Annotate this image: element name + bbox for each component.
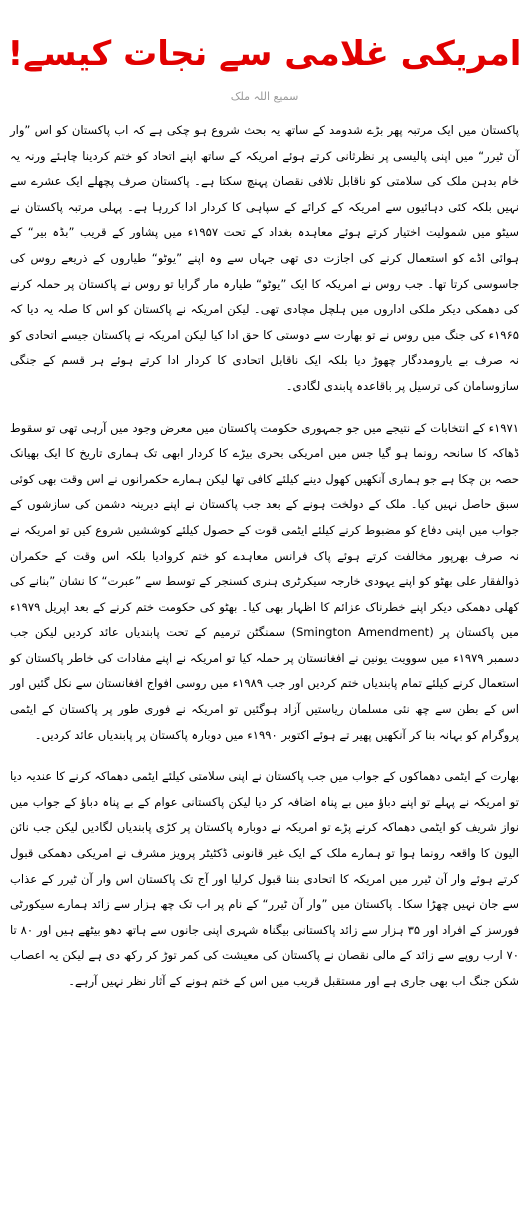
article-paragraph-2: ۱۹۷۱ء کے انتخابات کے نتیجے میں جو جمہوری حکومت پاکستان میں معرض وجود میں آرہی تھی تو سقوط ڈھاکہ کا سانحہ رونما ہو گیا جس میں امریکی بحری بیڑے کا کردار ابھی تک ہماری تاریخ کا ایک بھیانک حصہ بن چکا ہے جو ہماری آنکھیں کھول دینے کیلئے کافی تھا لیکن ہمارے حکمرانوں نے اس وقت بھی کوئی سبق حاصل نہیں کیا۔ ملک کے دولخت ہونے کے بعد جب پاکستان نے اپنے دیرینہ دشمن کی سازشوں کے جواب میں اپنی دفاع کو مضبوط کرنے کیلئے ایٹمی قوت کے حصول کیلئے کوششیں شروع کیں تو امریکہ نے نہ صرف بھرپور مخالفت کرتے ہوئے پاک فرانس معاہدے کو ختم کروادیا بلکہ اس وقت کے حکمران ذوالفقار علی بھٹو کو اپنے یہودی خارجہ سیکرٹری ہنری کسنجر کے توسط سے ”عبرت“ کا نشان ”بنانے کی کھلی دھمکی دیکر اپنے خطرناک عزائم کا اظہار بھی کیا۔ بھٹو کی حکومت ختم کرنے کے بعد اپریل ۱۹۷۹ء میں پاکستان پر (Smington Amendment) سمنگٹن ترمیم کے تحت پابندیاں عائد کردیں لیکن جب دسمبر ۱۹۷۹ء میں سوویت یونین نے افغانستان پر حملہ کیا تو امریکہ نے اپنے مفادات کی خاطر پاکستان کو استعمال کرنے کیلئے تمام پابندیاں ختم کردیں اور جب ۱۹۸۹ء میں روسی افواج افغانستان سے نکل گئیں اور اس کے بطن سے چھ نئی مسلمان ریاستیں آزاد ہوگئیں تو امریکہ نے فوری طور پر پاکستان کے ایٹمی پروگرام کو بہانہ بنا کر آنکھیں پھیر تے ہوئے اکتوبر ۱۹۹۰ء میں دوبارہ پاکستان پر پابندیاں عائد کردیں۔ [10,420,520,742]
article-paragraph-1: پاکستان میں ایک مرتبہ پھر بڑے شدومد کے ساتھ یہ بحث شروع ہو چکی ہے کہ اب پاکستان کو اس ”وار آن ٹیرر“ میں اپنی پالیسی پر نظرثانی کرتے ہوئے امریکہ کے ساتھ اپنے اتحاد کو ختم کردینا چاہئے ورنہ یہ خام بدہن ملک کی سلامتی کو ناقابل تلافی نقصان پہنچ سکتا ہے۔ پاکستان صرف پچھلے ایک عشرے سے نہیں بلکہ کئی دہائیوں سے امریکہ کے کرائے کے سپاہی کا کردار ادا کررہا ہے۔ پہلی مرتبہ پاکستان نے سیٹو میں شمولیت اختیار کرتے ہوئے معاہدہ بغداد کے تحت ۱۹۵۷ء میں پشاور کے قریب ”بڈہ بیر“ کے ہوائی اڈے کو استعمال کرنے کی اجازت دی تھی جہاں سے وہ اپنے ”یوٹو“ طیاروں کے ذریعے روس کی جاسوسی کرتا تھا۔ جب روس نے امریکہ کا ایک ”یوٹو“ طیارہ مار گرایا تو روس نے پاکستان پر حملہ کرنے کی دھمکی دیکر ملکی اداروں میں ہلچل مچادی تھی۔ لیکن امریکہ نے پاکستان کو اس کا صلہ یہ دیا کہ ۱۹۶۵ء کی جنگ میں روس نے تو بھارت سے دوستی کا حق ادا کیا لیکن امریکہ نے پاکستان جیسے اتحادی کو نہ صرف بے یارومددگار چھوڑ دیا بلکہ ایک ناقابل اتحادی کا کردار ادا کرتے ہوئے ہر قسم کے جنگی سازوسامان کی ترسیل پر باقاعدہ پابندی لگادی۔ [10,123,520,393]
article-title: امریکی غلامی سے نجات کیسے! [7,34,522,74]
article-body [10,118,519,1011]
author-byline: سمیع اللہ ملک [230,90,299,103]
article-paragraph-3: بھارت کے ایٹمی دھماکوں کے جواب میں جب پاکستان نے اپنی سلامتی کیلئے ایٹمی دھماکہ کرنے کا عندیہ دیا تو امریکہ نے پہلے تو اپنے دباؤ میں بے پناہ اضافہ کر دیا لیکن پاکستانی عوام کے بے پناہ دباؤ کے جواب میں نواز شریف کو ایٹمی دھماکہ کرنے پڑے تو امریکہ نے دوبارہ پاکستان پر کڑی پابندیاں لگادیں لیکن جب نائن الیون کا واقعہ رونما ہوا تو ہمارے ملک کے ایک غیر قانونی ڈکٹیٹر پرویز مشرف نے امریکی دھمکی قبول کرتے ہوئے وار آن ٹیرر میں امریکہ کا اتحادی بننا قبول کرلیا اور آج تک پاکستان اس وار آن ٹیرر کے عذاب سے جان نہیں چھڑا سکا۔ پاکستان میں ”وار آن ٹیرر“ کے نام پر اب تک چھ ہزار سے زائد ہمارے سیکورٹی فورسز کے افراد اور ۳۵ ہزار سے زائد پاکستانی بیگناہ شہری اپنی جانوں سے ہاتھ دھو بیٹھے ہیں اور ۸۰ تا ۷۰ ارب روپے سے زائد کے مالی نقصان نے پاکستان کی معیشت کی کمر توڑ کر رکھ دی ہے لیکن یہ اعصاب شکن جنگ اب بھی جاری ہے اور مستقبل قریب میں اس کے ختم ہونے کے آثار نظر نہیں آرہے۔ [10,769,519,988]
